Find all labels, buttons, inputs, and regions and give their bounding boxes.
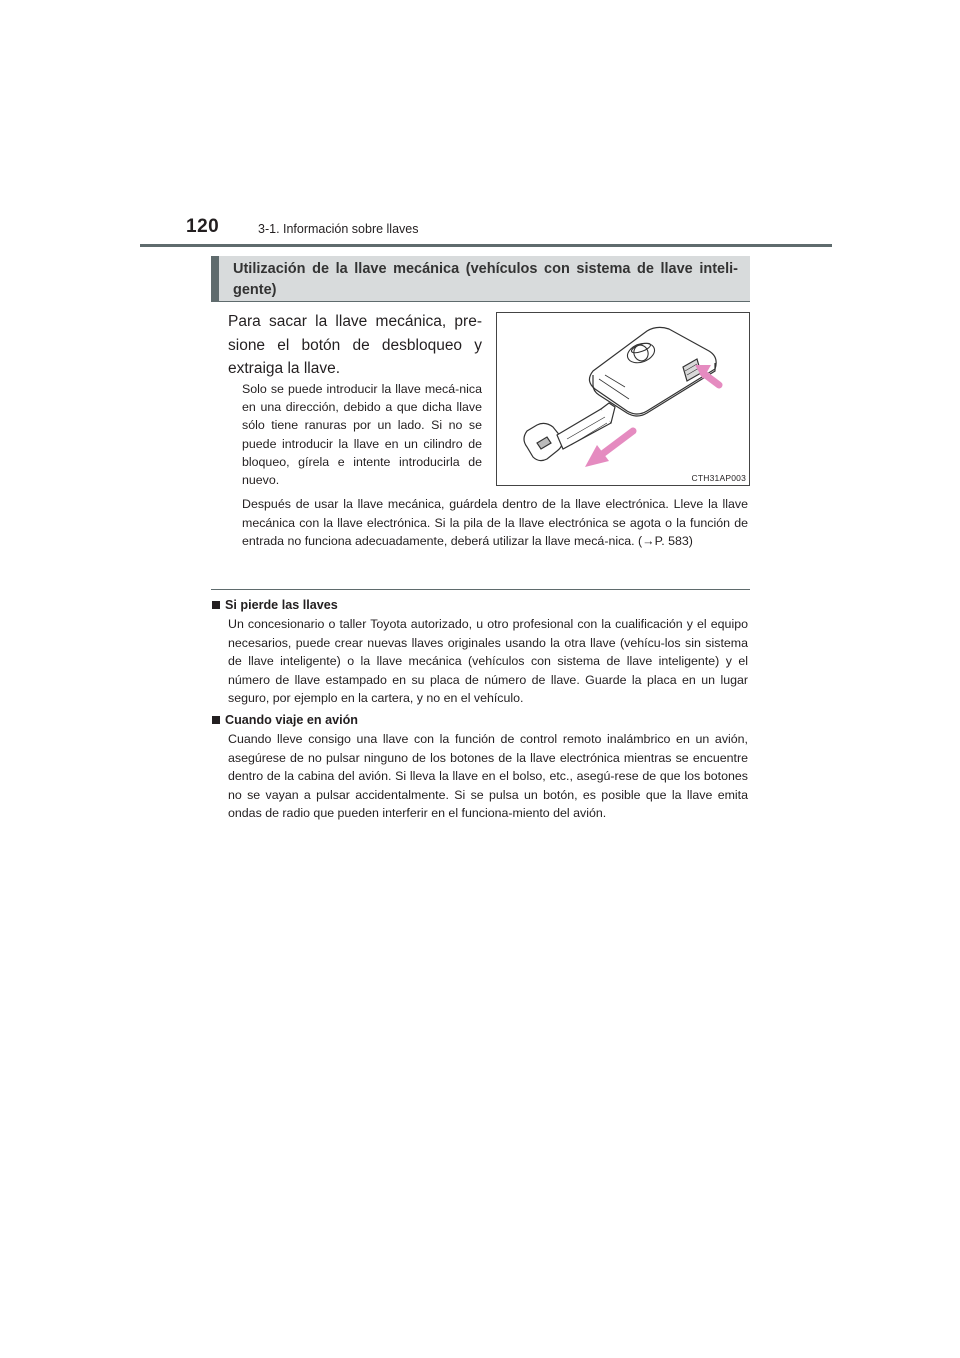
section-heading: Utilización de la llave mecánica (vehículos con sistema de llave inteli-gente) xyxy=(233,261,738,298)
section-title: 3-1. Información sobre llaves xyxy=(258,222,419,236)
key-illustration xyxy=(496,312,750,486)
section-heading-box xyxy=(211,256,750,302)
key-illustration-drawing xyxy=(497,313,749,485)
lead-instruction: Para sacar la llave mecánica, pre-sione el botón de desbloqueo y extraiga la llave. xyxy=(228,313,482,377)
bullet-square-icon xyxy=(212,601,220,609)
pull-arrow-icon xyxy=(585,431,633,467)
figure-code: CTH31AP003 xyxy=(691,473,746,483)
info-body: Un concesionario o taller Toyota autorizado, u otro profesional con la cualificación y el equipo necesarios, puede crear nuevas llaves originales usando la otra llave (vehícu-los sin sistema de llave inteligente) o la llave mecánica (vehículos con sistema de llave inteligente) y el número de llave estampado en su placa de número de llave. Guarde la placa en un lugar seguro, por ejemplo en la cartera, y no en el vehículo. xyxy=(228,617,748,706)
instruction-note: Solo se puede introducir la llave mecá-nica en una dirección, debido a que dicha llave sólo tiene ranuras por un lado. Si no se puede introducir la llave en un cilindro de bloqueo, gírela e intente introducirla de nuevo. xyxy=(242,382,482,488)
info-title xyxy=(212,712,748,729)
section-divider xyxy=(211,589,750,590)
storage-paragraph: Después de usar la llave mecánica, guárdela dentro de la llave electrónica. Lleve la llave mecánica con la llave electrónica. Si la pila de la llave electrónica se agota o la función de entrada no funciona adecuadamente, deberá utilizar la llave mecá-nica. (→P. 583) xyxy=(242,497,748,549)
info-lost-keys xyxy=(212,597,748,708)
info-title-text: Cuando viaje en avión xyxy=(225,713,358,727)
info-title xyxy=(212,597,748,614)
info-air-travel xyxy=(212,712,748,823)
bullet-square-icon xyxy=(212,716,220,724)
header-divider xyxy=(140,244,832,247)
page-number: 120 xyxy=(186,216,220,237)
info-body: Cuando lleve consigo una llave con la función de control remoto inalámbrico en un avión, asegúrese de no pulsar ninguno de los botones de la llave electrónica mientras se encuentre dentro de la cabina del avión. Si lleva la llave en el bolso, etc., asegú-rese de que los botones no se vayan a pulsar accidentalmente. Si se pulsa un botón, es posible que la llave emita ondas de radio que pueden interferir en el funciona-miento del avión. xyxy=(228,732,748,821)
info-title-text: Si pierde las llaves xyxy=(225,598,338,612)
